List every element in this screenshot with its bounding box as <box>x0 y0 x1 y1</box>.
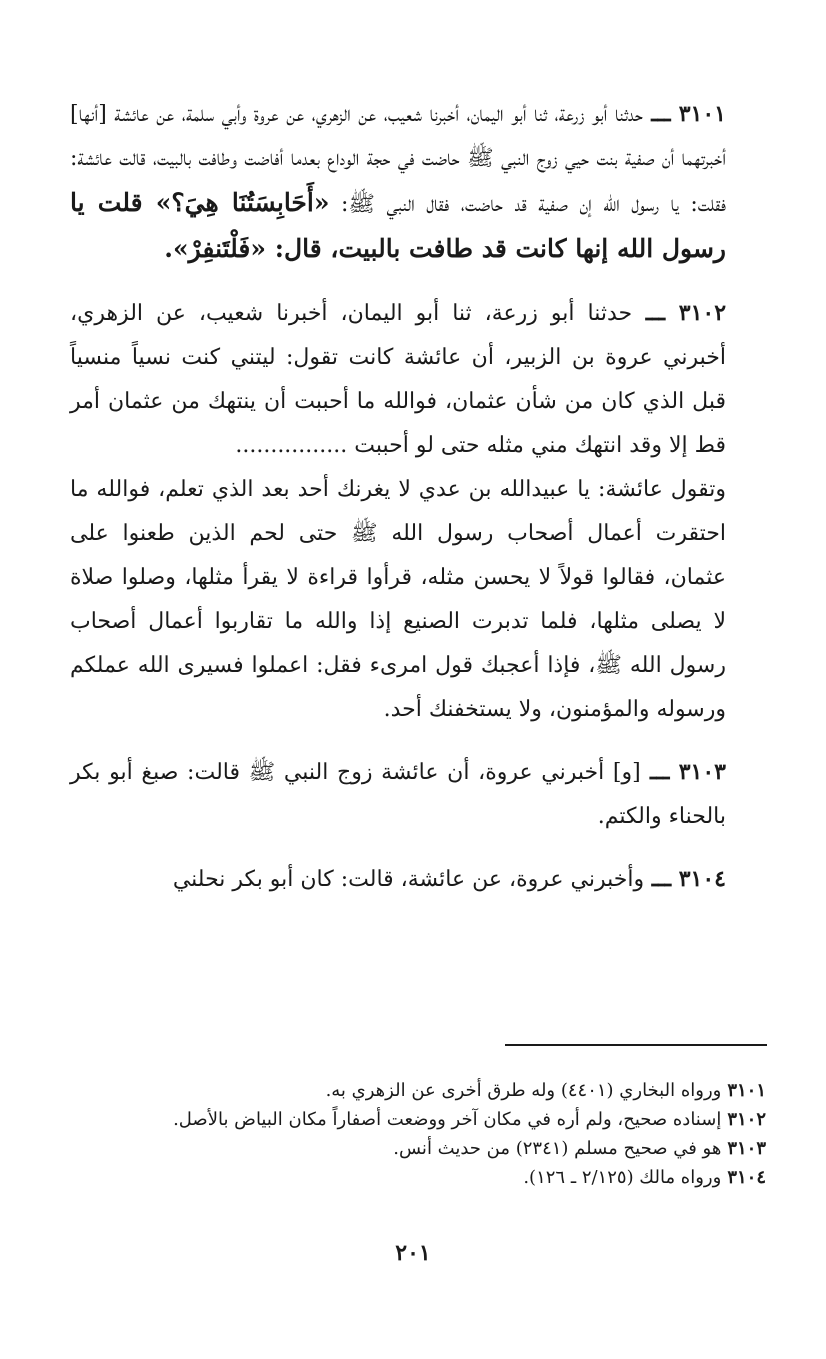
blank-dots: ................ <box>235 433 348 458</box>
hadith-text: حدثنا أبو زرعة، ثنا أبو اليمان، أخبرنا شعيب، عن الزهري، أخبرني عروة بن الزبير، أن عائشة كانت تقول: ليتني كنت نسياً منسياً قبل الذي كان من شأن عثمان، فوالله ما أحببت أن ينتهك من عثمان أمر قط إلا وقد انتهك مني مثله حتى لو أحببت <box>70 301 726 458</box>
main-text <box>70 92 726 920</box>
footnote <box>70 1076 766 1105</box>
hadith-3102-continued <box>70 468 726 732</box>
footnote-number: ٣١٠٤ <box>727 1167 766 1188</box>
hadith-number: ٣١٠٣ <box>678 759 726 785</box>
hadith-number: ٣١٠٤ <box>678 866 726 892</box>
footnote-text: ورواه البخاري (٤٤٠١) وله طرق أخرى عن الزهري به. <box>325 1080 722 1101</box>
footnote-text: إسناده صحيح، ولم أره في مكان آخر ووضعت أصفاراً مكان البياض بالأصل. <box>173 1109 722 1130</box>
hadith-number: ٣١٠٢ <box>678 300 727 326</box>
hadith-text-bold: «أَحَابِسَتُنَا هِيَ؟» قلت يا رسول الله إنها كانت قد طافت بالبيت، قال: «فَلْتَنفِرْ». <box>70 188 726 263</box>
hadith-3102: ٣١٠٢ ـــ حدثنا أبو زرعة، ثنا أبو اليمان، أخبرنا شعيب، عن الزهري، أخبرني عروة بن الزبير، أن عائشة كانت تقول: ليتني كنت نسياً منسياً قبل الذي كان من شأن عثمان، فوالله ما أحببت أن ينتهك من عثمان أمر قط إلا وقد انتهك مني مثله حتى لو أحببت ................ <box>70 300 727 458</box>
hadith-number: ٣١٠١ <box>678 101 726 127</box>
footnote-number: ٣١٠٣ <box>727 1138 766 1159</box>
hadith-text: حدثنا أبو زرعة، ثنا أبو اليمان، أخبرنا شعيب، عن الزهري، عن عروة وأبي سلمة، عن عائشة [أنها] أخبرتهما أن صفية بنت حيي زوج النبي ﷺ حاضت في حجة الوداع بعدما أفاضت وطافت بالبيت، قالت عائشة: فقلت: يا رسول الله إن صفية قد حاضت، فقال النبي ﷺ: <box>70 102 727 217</box>
hadith-3103: ٣١٠٣ ـــ [و] أخبرني عروة، أن عائشة زوج النبي ﷺ قالت: صبغ أبو بكر بالحناء والكتم. <box>70 759 726 829</box>
footnote-number: ٣١٠١ <box>727 1080 766 1101</box>
hadith-text: وتقول عائشة: يا عبيدالله بن عدي لا يغرنك أحد بعد الذي تعلم، فوالله ما احتقرت أعمال أصحاب رسول الله ﷺ حتى لحم الذين طعنوا على عثمان، فقالوا قولاً لا يحسن مثله، قرأوا قراءة لا يقرأ مثلها، وصلوا صلاة لا يصلى مثلها، فلما تدبرت الصنيع إذا والله ما تقاربوا أعمال أصحاب رسول الله ﷺ، فإذا أعجبك قول امرىء فقل: اعملوا فسيرى الله عملكم ورسوله والمؤمنون، ولا يستخفنك أحد. <box>70 477 726 722</box>
footnote <box>70 1105 766 1134</box>
hadith-text: وأخبرني عروة، عن عائشة، قالت: كان أبو بكر نحلني <box>172 867 645 892</box>
hadith-3101: ٣١٠١ ـــ حدثنا أبو زرعة، ثنا أبو اليمان، أخبرنا شعيب، عن الزهري، عن عروة وأبي سلمة، عن عائشة [أنها] أخبرتهما أن صفية بنت حيي زوج النبي ﷺ حاضت في حجة الوداع بعدما أفاضت وطافت بالبيت، قالت عائشة: فقلت: يا رسول الله إن صفية قد حاضت، فقال النبي ﷺ: «أَحَابِسَتُنَا هِيَ؟» قلت يا رسول الله إنها كانت قد طافت بالبيت، قال: «فَلْتَنفِرْ». <box>70 101 727 263</box>
page-number: ٢٠١ <box>395 1240 431 1266</box>
footnote-separator <box>505 1044 767 1046</box>
footnote <box>70 1134 766 1163</box>
hadith-3104: ٣١٠٤ ـــ وأخبرني عروة، عن عائشة، قالت: كان أبو بكر نحلني <box>172 866 726 892</box>
footnote-number: ٣١٠٢ <box>727 1109 766 1130</box>
footnote <box>70 1163 766 1192</box>
footnote-text: هو في صحيح مسلم (٢٣٤١) من حديث أنس. <box>393 1138 722 1159</box>
hadith-text: [و] أخبرني عروة، أن عائشة زوج النبي ﷺ قالت: صبغ أبو بكر بالحناء والكتم. <box>70 760 726 829</box>
footnotes <box>70 1076 766 1192</box>
footnote-text: ورواه مالك (٢/١٢٥ ـ ١٢٦). <box>523 1167 722 1188</box>
